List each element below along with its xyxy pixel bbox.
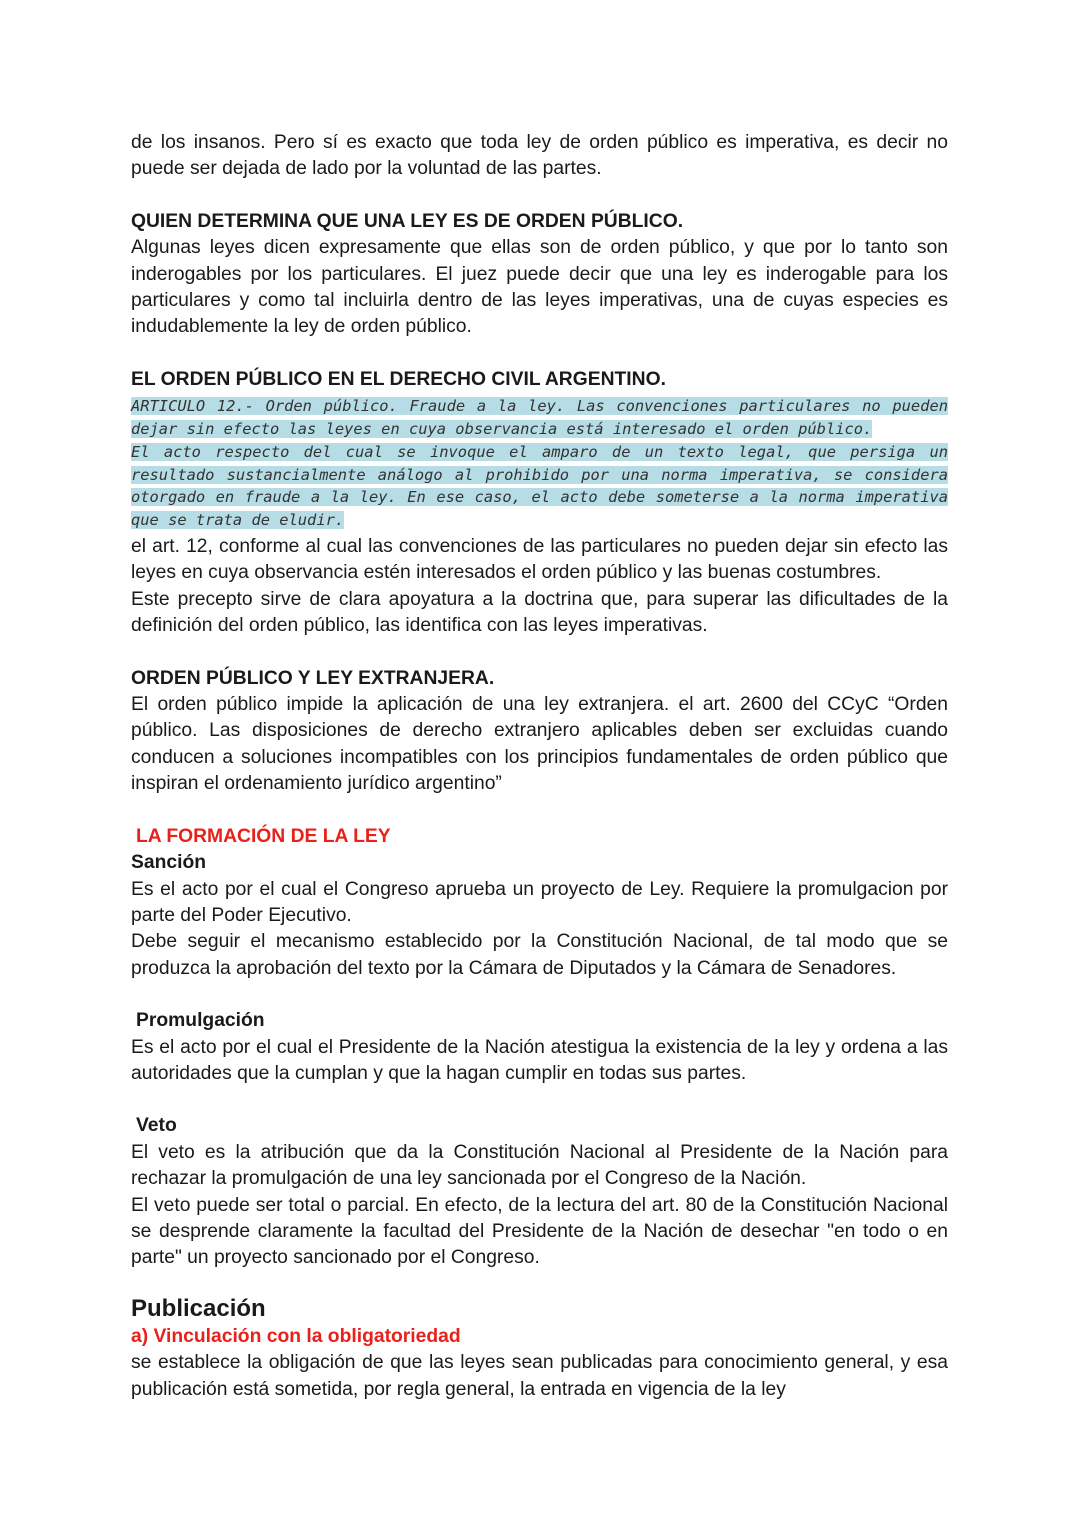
- paragraph-sancion-definicion: Es el acto por el cual el Congreso aprueba un proyecto de Ley. Requiere la promulgacion por parte del Poder Ejecutivo.: [131, 878, 948, 926]
- paragraph-precepto: Este precepto sirve de clara apoyatura a la doctrina que, para superar las dificultades de la definición del orden público, las identifica con las leyes imperativas.: [131, 588, 948, 637]
- paragraph-veto-atribucion: El veto es la atribución que da la Constitución Nacional al Presidente de la Nación para rechazar la promulgación de una ley sancionada por el Congreso de la Nación.: [131, 1141, 948, 1190]
- paragraph-orden-publico-imperativa: de los insanos. Pero sí es exacto que toda ley de orden público es imperativa, es decir no puede ser dejada de lado por la voluntad de las partes.: [131, 132, 948, 180]
- quote-article-12-first: ARTICULO 12.- Orden público. Fraude a la ley. Las convenciones particulares no pueden dejar sin efecto las leyes en cuya observancia está interesado el orden público.: [131, 397, 948, 439]
- document-page: [131, 130, 948, 1403]
- heading-promulgacion: Promulgación: [136, 1010, 265, 1032]
- paragraph-art-2600: El orden público impide la aplicación de una ley extranjera. el art. 2600 del CCyC “Orden público. Las disposiciones de derecho extranjero aplicables deben ser excluidas cuando conducen a soluciones incompatibles con los principios fundamentales de orden público que inspiran el ordenamiento jurídico argentino”: [131, 694, 948, 795]
- paragraph-promulgacion: Es el acto por el cual el Presidente de la Nación atestigua la existencia de la ley y ordena a las autoridades que la cumplan y que la hagan cumplir en todas sus partes.: [131, 1036, 948, 1084]
- heading-quien-determina: QUIEN DETERMINA QUE UNA LEY ES DE ORDEN PÚBLICO.: [131, 210, 684, 232]
- heading-ley-extranjera: ORDEN PÚBLICO Y LEY EXTRANJERA.: [131, 667, 495, 689]
- heading-veto: Veto: [136, 1115, 177, 1137]
- quoted-article-12: [131, 395, 948, 532]
- paragraph-sancion-mecanismo: Debe seguir el mecanismo establecido por la Constitución Nacional, de tal modo que se produzca la aprobación del texto por la Cámara de Diputados y la Cámara de Senadores.: [131, 931, 948, 979]
- paragraph-veto-total-parcial: El veto puede ser total o parcial. En efecto, de la lectura del art. 80 de la Constitución Nacional se desprende claramente la facultad del Presidente de la Nación de desechar "en todo o en parte" un proyecto sancionado por el Congreso.: [131, 1194, 948, 1269]
- heading-sancion: Sanción: [131, 852, 206, 874]
- quote-article-12-second: El acto respecto del cual se invoque el amparo de un texto legal, que persiga un resultado sustancialmente análogo al prohibido por una norma imperativa, se considera otorgado en fraude a la ley. En ese caso, el acto debe someterse a la norma imperativa que se trata de eludir.: [131, 442, 948, 530]
- heading-formacion-ley: LA FORMACIÓN DE LA LEY: [136, 825, 391, 847]
- paragraph-publicacion: se establece la obligación de que las leyes sean publicadas para conocimiento general, y esa publicación está sometida, por regla general, la entrada en vigencia de la ley: [131, 1352, 948, 1400]
- paragraph-art-12: el art. 12, conforme al cual las convenciones de las particulares no pueden dejar sin efecto las leyes en cuya observancia estén interesados el orden público y las buenas costumbres.: [131, 536, 948, 584]
- heading-vinculacion-obligatoriedad: a) Vinculación con la obligatoriedad: [131, 1325, 461, 1347]
- heading-publicacion: Publicación: [131, 1294, 266, 1322]
- heading-orden-publico-civil: EL ORDEN PÚBLICO EN EL DERECHO CIVIL ARGENTINO.: [131, 368, 666, 390]
- paragraph-leyes-inderogables: Algunas leyes dicen expresamente que ellas son de orden público, y que por lo tanto son inderogables por los particulares. El juez puede decir que una ley es inderogable para los particulares y como tal incluirla dentro de las leyes imperativas, una de cuyas especies es indudablemente la ley de orden público.: [131, 237, 948, 338]
